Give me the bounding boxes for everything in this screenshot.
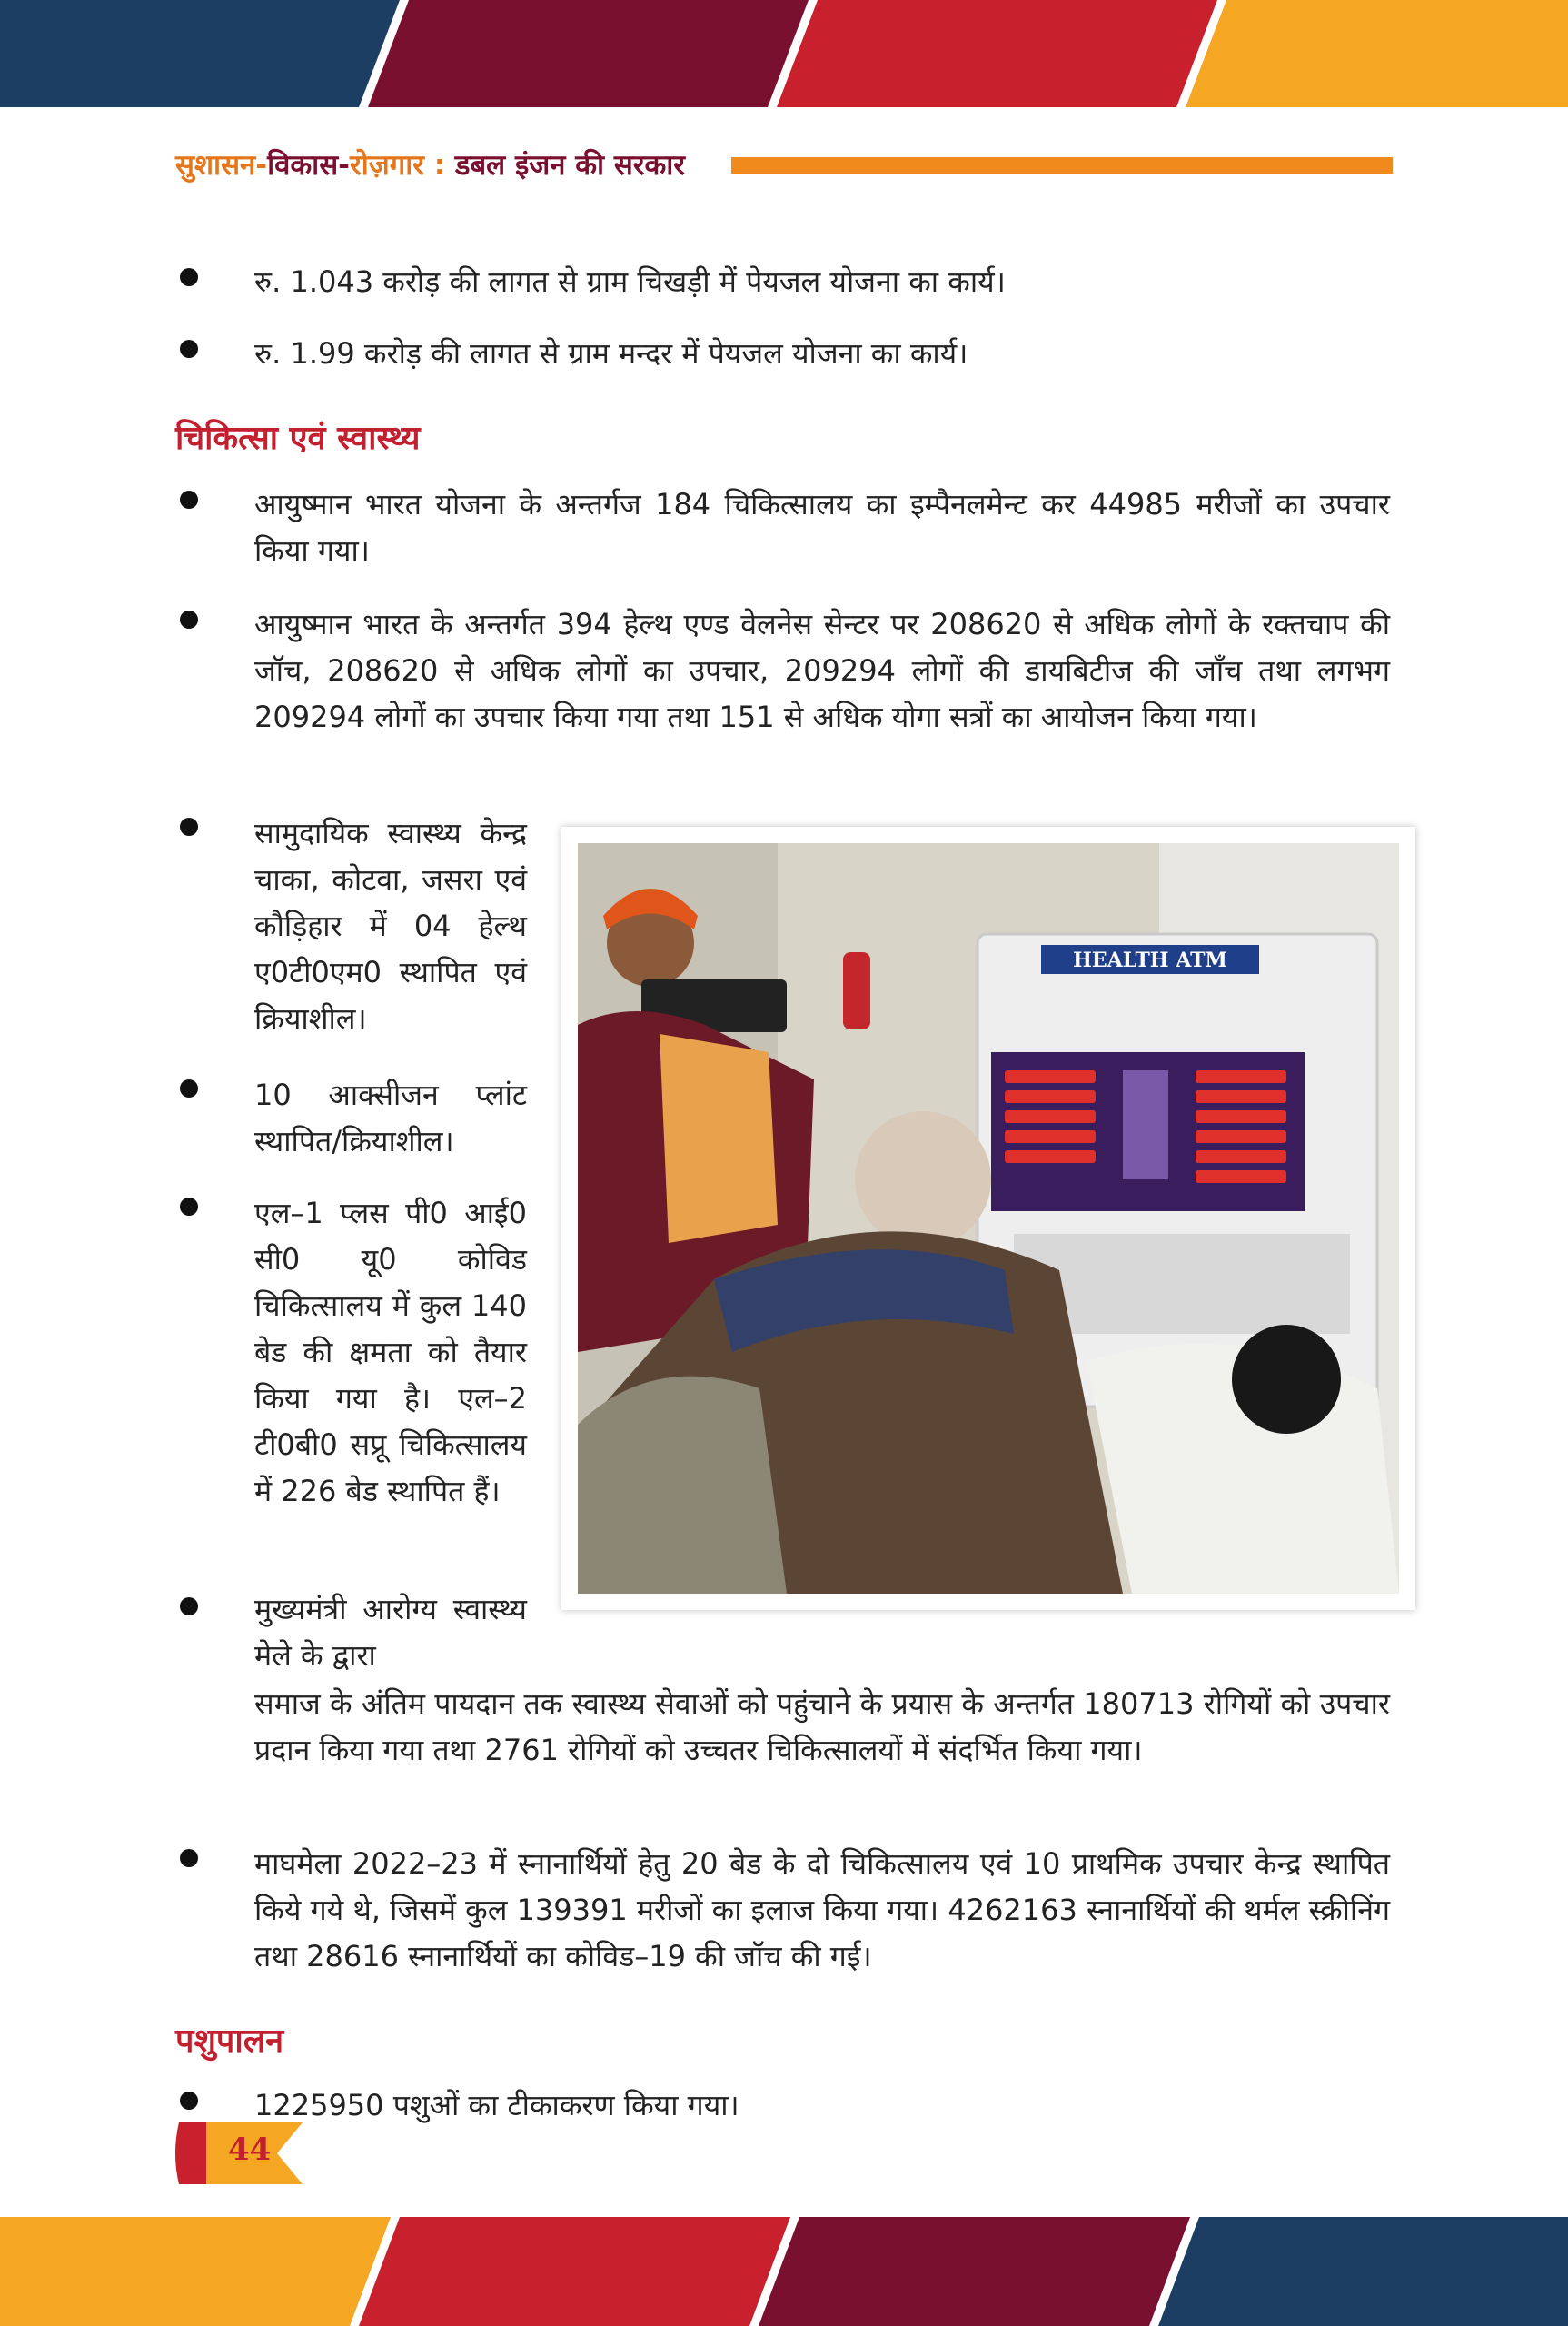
atm-sign: HEALTH ATM [1073,949,1227,972]
running-header [175,147,1393,184]
list-item: माघमेला 2022–23 में स्नानार्थियों हेतु 20 बेड के दो चिकित्सालय एवं 10 प्राथमिक उपचार केन्द्र स्थापित किये गये थे, जिसमें कुल 139391 मरीजों का इलाज किया गया। 4262163 स्नानार्थियों की थर्मल स्क्रीनिंग तथा 28616 स्नानार्थियों का कोविड–19 की जॉच की गई। [254,1846,1390,1973]
header-part-3: रोज़गार : [350,149,455,182]
page-number-tab [175,2122,303,2184]
list-item: रु. 1.043 करोड़ की लागत से ग्राम चिखड़ी में पेयजल योजना का कार्य। [254,264,1006,299]
list-item: एल–1 प्लस पी0 आई0 सी0 यू0 कोविड चिकित्सालय में कुल 140 बेड की क्षमता को तैयार किया गया है। एल–2 टी0बी0 सप्रू चिकित्सालय में 226 बेड स्थापित हैं। [254,1196,527,1508]
header-title [175,147,685,184]
header-part-4: डबल इंजन की सरकार [454,149,685,182]
list-item: आयुष्मान भारत के अन्तर्गत 394 हेल्थ एण्ड वेलनेस सेन्टर पर 208620 से अधिक लोगों के रक्तचाप की जॉच, 208620 से अधिक लोगों का उपचार, 209294 लोगों की डायबिटीज की जाँच तथा लगभग 209294 लोगों का उपचार किया गया तथा 151 से अधिक योगा सत्रों का आयोजन किया गया। [254,607,1390,734]
bullet-icon [180,268,198,286]
page-number: 44 [228,2132,272,2168]
list-item: मुख्यमंत्री आरोग्य स्वास्थ्य मेले के द्वारा [254,1592,527,1673]
bullet-icon [180,1597,198,1615]
list-item: 1225950 पशुओं का टीकाकरण किया गया। [254,2088,739,2122]
bullet-icon [180,1849,198,1867]
section-heading-health: चिकित्सा एवं स्वास्थ्य [175,420,421,457]
bullet-icon [180,1198,198,1216]
health-atm-photo [561,827,1415,1610]
list-item: आयुष्मान भारत योजना के अन्तर्गज 184 चिकित्सालय का इम्पैनलमेन्ट कर 44985 मरीजों का उपचार किया गया। [254,487,1390,568]
list-item: रु. 1.99 करोड़ की लागत से ग्राम मन्दर में पेयजल योजना का कार्य। [254,336,968,371]
bullet-icon [180,1079,198,1098]
bullet-icon [180,818,198,836]
bullet-icon [180,491,198,509]
header-part-2: विकास- [267,149,351,182]
list-item: 10 आक्सीजन प्लांट स्थापित/क्रियाशील। [254,1078,527,1158]
list-item: सामुदायिक स्वास्थ्य केन्द्र चाका, कोटवा, जसरा एवं कौड़िहार में 04 हेल्थ ए0टी0एम0 स्थापित एवं क्रियाशील। [254,816,527,1036]
top-color-band [0,0,1568,107]
header-rule [731,157,1393,174]
section-heading-animal: पशुपालन [175,2023,284,2060]
bullet-icon [180,2092,198,2110]
bullet-icon [180,340,198,358]
list-item-continuation: समाज के अंतिम पायदान तक स्वास्थ्य सेवाओं को पहुंचाने के प्रयास के अन्तर्गत 180713 रोगियों को उपचार प्रदान किया गया तथा 2761 रोगियों को उच्चतर चिकित्सालयों में संदर्भित किया गया। [254,1686,1390,1767]
bottom-color-band [0,2217,1568,2326]
header-part-1: सुशासन- [175,149,268,182]
bullet-icon [180,611,198,629]
